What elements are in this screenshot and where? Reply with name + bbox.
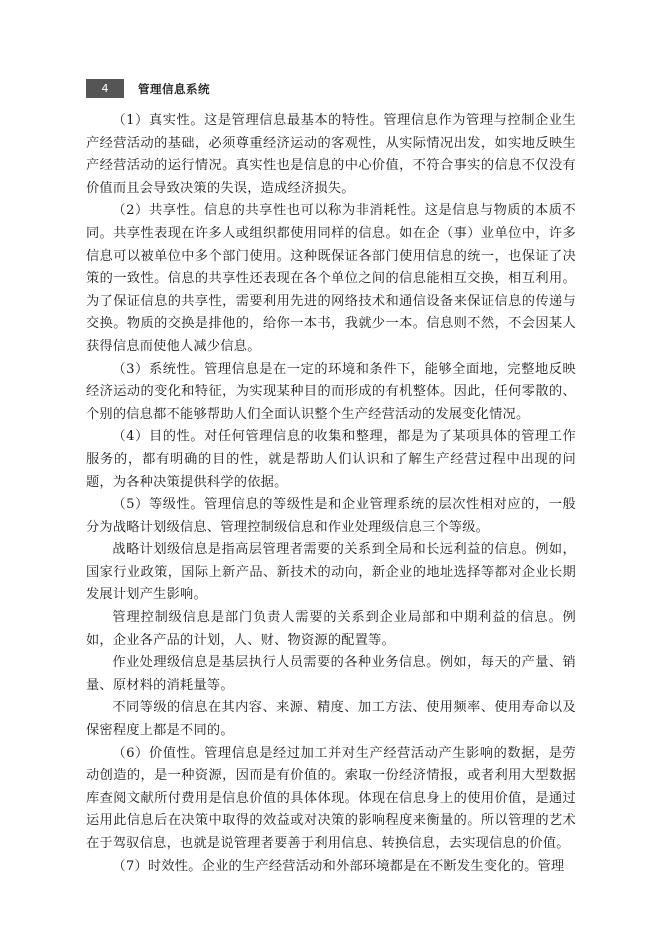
page-header	[86, 79, 210, 98]
paragraph-value: （6）价值性。管理信息是经过加工并对生产经营活动产生影响的数据，是劳动创造的，是一种资源，因而是有价值的。索取一份经济情报，或者利用大型数据库查阅文献所付费用是信息价值的具体体现。体现在信息身上的使用价值，是通过运用此信息后在决策中取得的效益或对决策的影响程度来衡量的。所以管理的艺术在于驾驭信息，也就是说管理者要善于利用信息、转换信息，去实现信息的价值。	[86, 745, 576, 851]
paragraph-systematic: （3）系统性。管理信息是在一定的环境和条件下，能够全面地，完整地反映经济运动的变化和特征，为实现某种目的而形成的有机整体。因此，任何零散的、个别的信息都不能够帮助人们全面认识整个生产经营活动的发展变化情况。	[86, 361, 576, 422]
paragraph-level-differences: 不同等级的信息在其内容、来源、精度、加工方法、使用频率、使用寿命以及保密程度上都是不同的。	[86, 700, 576, 739]
book-title: 管理信息系统	[138, 81, 210, 96]
paragraph-timeliness: （7）时效性。企业的生产经营活动和外部环境都是在不断发生变化的。管理	[112, 858, 565, 874]
paragraph-operational-level: 作业处理级信息是基层执行人员需要的各种业务信息。例如，每天的产量、销量、原材料的消耗量等。	[86, 655, 576, 693]
paragraph-sharing: （2）共享性。信息的共享性也可以称为非消耗性。这是信息与物质的本质不同。共享性表现在许多人或组织都使用同样的信息。如在企（事）业单位中，许多信息可以被单位中多个部门使用。这种既保证各部门使用信息的统一，也保证了决策的一致性。信息的共享性还表现在各个单位之间的信息能相互交换，相互利用。为了保证信息的共享性，需要利用先进的网络技术和通信设备来保证信息的传递与交换。物质的交换是排他的，给你一本书，我就少一本。信息则不然，不会因某人获得信息而使他人减少信息。	[86, 203, 576, 354]
paragraph-strategic-level: 战略计划级信息是指高层管理者需要的关系到全局和长远利益的信息。例如，国家行业政策，国际上新产品、新技术的动向，新企业的地址选择等都对企业长期发展计划产生影响。	[86, 542, 576, 603]
paragraph-control-level: 管理控制级信息是部门负责人需要的关系到企业局部和中期利益的信息。例如，企业各产品的计划，人、财、物资源的配置等。	[86, 610, 576, 648]
paragraph-purpose: （4）目的性。对任何管理信息的收集和整理，都是为了某项具体的管理工作服务的，都有明确的目的性，就是帮助人们认识和了解生产经营过程中出现的问题，为各种决策提供科学的依据。	[86, 429, 576, 490]
paragraph-authenticity: （1）真实性。这是管理信息最基本的特性。管理信息作为管理与控制企业生产经营活动的基础，必须尊重经济运动的客观性，从实际情况出发，如实地反映生产经营活动的运行情况。真实性也是信息的中心价值，不符合事实的信息不仅没有价值而且会导致决策的失误，造成经济损失。	[86, 113, 576, 196]
body-text	[86, 110, 576, 878]
paragraph-hierarchy: （5）等级性。管理信息的等级性是和企业管理系统的层次性相对应的，一般分为战略计划级信息、管理控制级信息和作业处理级信息三个等级。	[86, 497, 576, 535]
page-number: 4	[86, 79, 124, 98]
